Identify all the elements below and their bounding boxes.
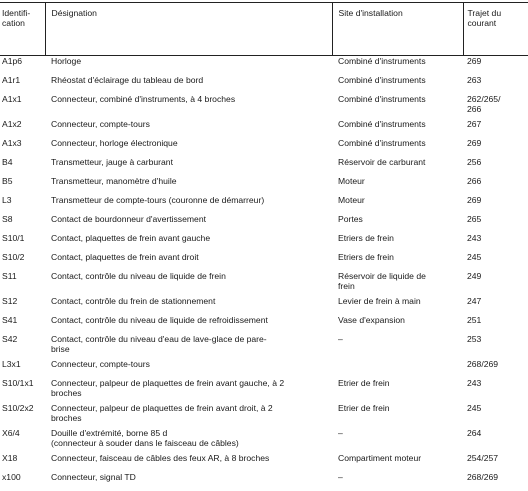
cell-designation: Transmetteur de compte-tours (couronne de démarreur) (51, 194, 265, 205)
cell-identification: S8 (2, 213, 13, 224)
header-installation-site: Site d'installation (332, 3, 463, 56)
table-header (0, 3, 528, 56)
cell-installation-site (332, 359, 463, 378)
table-row (0, 75, 528, 94)
cell-identification: S41 (2, 314, 18, 325)
cell-installation-site: – (338, 427, 343, 438)
cell-installation-site: Etriers de frein (338, 251, 394, 262)
cell-installation-site: – (338, 333, 343, 344)
cell-identification: S11 (2, 270, 17, 281)
cell-installation-site: – (338, 471, 343, 482)
table-row (0, 296, 528, 315)
cell-current-path: 256 (467, 156, 482, 167)
cell-identification: A1r1 (2, 74, 21, 85)
cell-installation-site: Etriers de frein (338, 232, 394, 243)
table-row (0, 119, 528, 138)
cell-identification: L3x1 (2, 358, 21, 369)
cell-designation: Connecteur, palpeur de plaquettes de frein avant droit, à 2 broches (51, 402, 273, 423)
cell-designation: Connecteur, signal TD (51, 471, 136, 482)
table-row (0, 403, 528, 428)
cell-identification: S12 (2, 295, 18, 306)
cell-designation: Contact de bourdonneur d'avertissement (51, 213, 206, 224)
cell-current-path: 268/269 (467, 358, 499, 369)
table-row (0, 157, 528, 176)
table-row (0, 138, 528, 157)
cell-current-path: 243 (467, 377, 482, 388)
cell-current-path: 266 (467, 175, 482, 186)
cell-current-path: 264 (467, 427, 482, 438)
cell-installation-site: Etrier de frein (338, 377, 390, 388)
cell-identification: X18 (2, 452, 18, 463)
cell-installation-site: Combiné d'instruments (338, 137, 426, 148)
table-row (0, 472, 528, 491)
cell-identification: x100 (2, 471, 21, 482)
cell-designation: Connecteur, palpeur de plaquettes de frein avant gauche, à 2 broches (51, 377, 285, 398)
cell-installation-site: Moteur (338, 175, 365, 186)
cell-current-path: 254/257 (467, 452, 499, 463)
cell-designation: Connecteur, combiné d'instruments, à 4 broches (51, 93, 236, 104)
cell-identification: B5 (2, 175, 13, 186)
cell-designation: Connecteur, faisceau de câbles des feux AR, à 8 broches (51, 452, 270, 463)
cell-designation: Horloge (51, 56, 82, 66)
table-row (0, 176, 528, 195)
cell-installation-site: Combiné d'instruments (338, 118, 426, 129)
component-table (0, 2, 528, 491)
cell-current-path: 269 (467, 137, 482, 148)
table-row (0, 214, 528, 233)
cell-designation: Contact, contrôle du niveau de liquide de refroidissement (51, 314, 268, 325)
table-row (0, 94, 528, 119)
cell-designation: Rhéostat d'éclairage du tableau de bord (51, 74, 204, 85)
cell-installation-site: Combiné d'instruments (338, 56, 426, 66)
cell-installation-site: Combiné d'instruments (338, 93, 426, 104)
cell-current-path: 245 (467, 402, 482, 413)
cell-identification: S10/1 (2, 232, 25, 243)
cell-designation: Contact, contrôle du niveau de liquide de frein (51, 270, 226, 281)
cell-installation-site: Vase d'expansion (338, 314, 405, 325)
cell-identification: A1x3 (2, 137, 22, 148)
cell-designation: Connecteur, compte-tours (51, 358, 150, 369)
cell-current-path: 245 (467, 251, 482, 262)
cell-designation: Transmetteur, manomètre d'huile (51, 175, 177, 186)
cell-current-path: 263 (467, 74, 482, 85)
cell-identification: S10/2 (2, 251, 25, 262)
cell-designation: Connecteur, compte-tours (51, 118, 150, 129)
cell-current-path: 265 (467, 213, 482, 224)
cell-current-path: 253 (467, 333, 482, 344)
cell-current-path: 268/269 (467, 471, 499, 482)
cell-installation-site: Réservoir de carburant (338, 156, 426, 167)
header-current-path: Trajet du courant (463, 3, 528, 56)
table-row (0, 271, 528, 296)
cell-identification: A1x2 (2, 118, 22, 129)
cell-current-path: 269 (467, 56, 482, 66)
table-row (0, 453, 528, 472)
cell-current-path: 243 (467, 232, 482, 243)
cell-installation-site: Compartiment moteur (338, 452, 422, 463)
cell-designation: Contact, plaquettes de frein avant gauche (51, 232, 211, 243)
cell-identification: B4 (2, 156, 13, 167)
cell-current-path: 262/265/ 266 (467, 93, 501, 114)
table-row (0, 378, 528, 403)
cell-current-path: 251 (467, 314, 482, 325)
cell-installation-site: Réservoir de liquide de frein (338, 270, 426, 291)
cell-designation: Transmetteur, jauge à carburant (51, 156, 173, 167)
cell-installation-site: Combiné d'instruments (338, 74, 426, 85)
cell-identification: A1x1 (2, 93, 22, 104)
cell-identification: S42 (2, 333, 18, 344)
cell-designation: Contact, contrôle du niveau d'eau de lave-glace de pare- brise (51, 333, 267, 354)
table-row (0, 334, 528, 359)
cell-identification: L3 (2, 194, 12, 205)
cell-identification: A1p6 (2, 56, 23, 66)
cell-designation: Douille d'extrémité, borne 85 d (connecteur à souder dans le faisceau de câbles) (51, 427, 239, 448)
cell-designation: Contact, plaquettes de frein avant droit (51, 251, 199, 262)
cell-designation: Contact, contrôle du frein de stationnement (51, 295, 216, 306)
cell-installation-site: Etrier de frein (338, 402, 390, 413)
cell-designation: Connecteur, horloge électronique (51, 137, 178, 148)
table-row (0, 233, 528, 252)
cell-current-path: 267 (467, 118, 482, 129)
cell-installation-site: Moteur (338, 194, 365, 205)
cell-current-path: 249 (467, 270, 482, 281)
cell-installation-site: Levier de frein à main (338, 295, 421, 306)
cell-current-path: 269 (467, 194, 482, 205)
table-row (0, 252, 528, 271)
table-row (0, 195, 528, 214)
header-designation: Désignation (45, 3, 332, 56)
cell-installation-site: Portes (338, 213, 363, 224)
header-identification: Identifi- cation (0, 3, 45, 56)
cell-current-path: 247 (467, 295, 482, 306)
cell-identification: S10/1x1 (2, 377, 34, 388)
table-row (0, 315, 528, 334)
table-row (0, 428, 528, 453)
cell-identification: S10/2x2 (2, 402, 34, 413)
table-row (0, 56, 528, 75)
table-body (0, 56, 528, 491)
table-row (0, 359, 528, 378)
cell-identification: X6/4 (2, 427, 20, 438)
